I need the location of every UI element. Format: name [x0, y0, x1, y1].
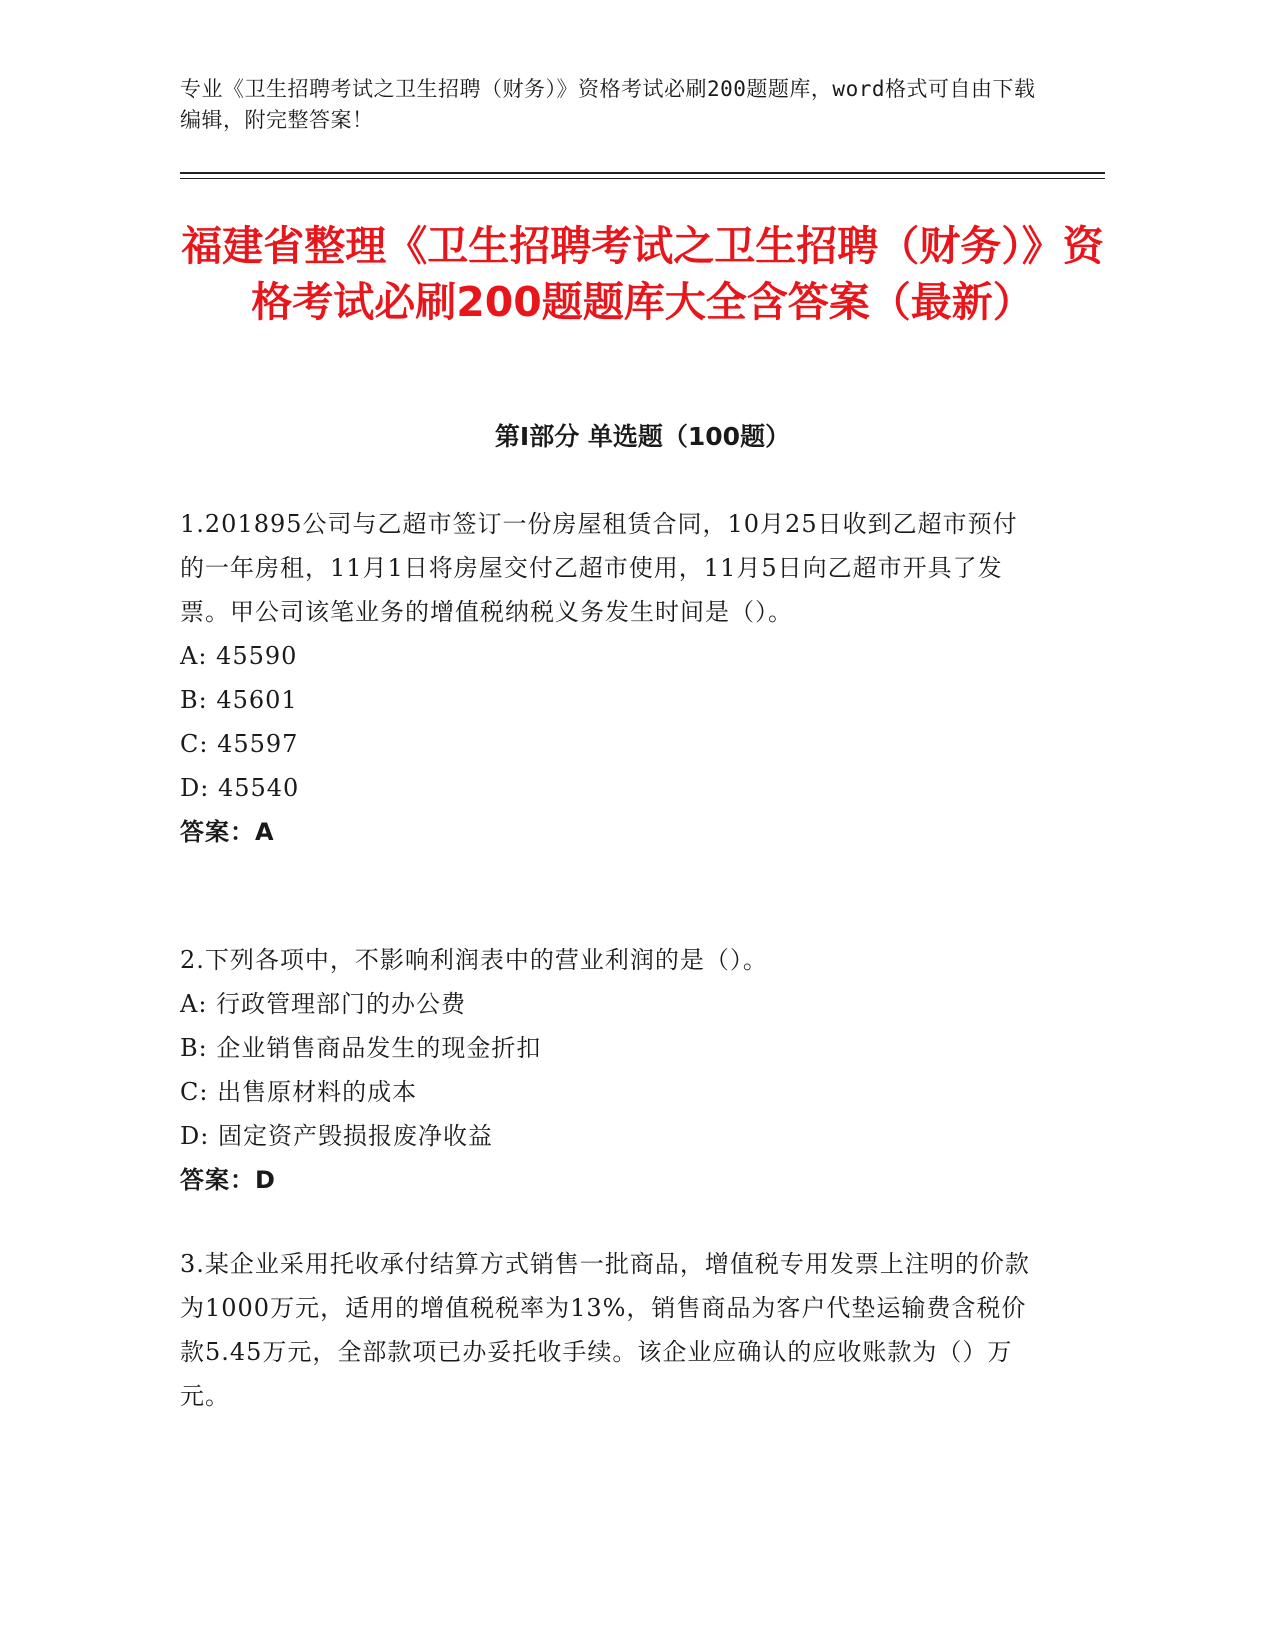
option-b: B: 企业销售商品发生的现金折扣	[180, 1034, 542, 1062]
header-note: 专业《卫生招聘考试之卫生招聘（财务）》资格考试必刷200题题库，word格式可自由下载编辑，附完整答案！	[180, 77, 1036, 132]
answer: 答案：A	[180, 818, 275, 846]
question-3	[180, 1242, 1040, 1418]
question-2	[180, 938, 1040, 1202]
section-title: 第Ⅰ部分 单选题（100题）	[494, 422, 791, 451]
document-title: 福建省整理《卫生招聘考试之卫生招聘（财务）》资格考试必刷200题题库大全含答案（最新）	[181, 222, 1104, 326]
option-a: A: 45590	[180, 642, 298, 670]
question-stem: 3.某企业采用托收承付结算方式销售一批商品，增值税专用发票上注明的价款为1000万元，适用的增值税税率为13%，销售商品为客户代垫运输费含税价款5.45万元，全部款项已办妥托收手续。该企业应确认的应收账款为（）万元。	[180, 1250, 1030, 1410]
option-d: D: 固定资产毁损报废净收益	[180, 1122, 493, 1150]
option-b: B: 45601	[180, 686, 298, 714]
option-c: C: 出售原材料的成本	[180, 1078, 418, 1106]
question-1	[180, 502, 1040, 854]
header-divider-thick	[180, 172, 1105, 174]
answer: 答案：D	[180, 1166, 276, 1194]
option-c: C: 45597	[180, 730, 299, 758]
header-divider-thin	[180, 178, 1105, 179]
option-a: A: 行政管理部门的办公费	[180, 990, 467, 1018]
question-stem: 2.下列各项中，不影响利润表中的营业利润的是（）。	[180, 946, 768, 974]
option-d: D: 45540	[180, 774, 300, 802]
question-stem: 1.201895公司与乙超市签订一份房屋租赁合同，10月25日收到乙超市预付的一年房租，11月1日将房屋交付乙超市使用，11月5日向乙超市开具了发票。甲公司该笔业务的增值税纳税义务发生时间是（）。	[180, 510, 1018, 626]
